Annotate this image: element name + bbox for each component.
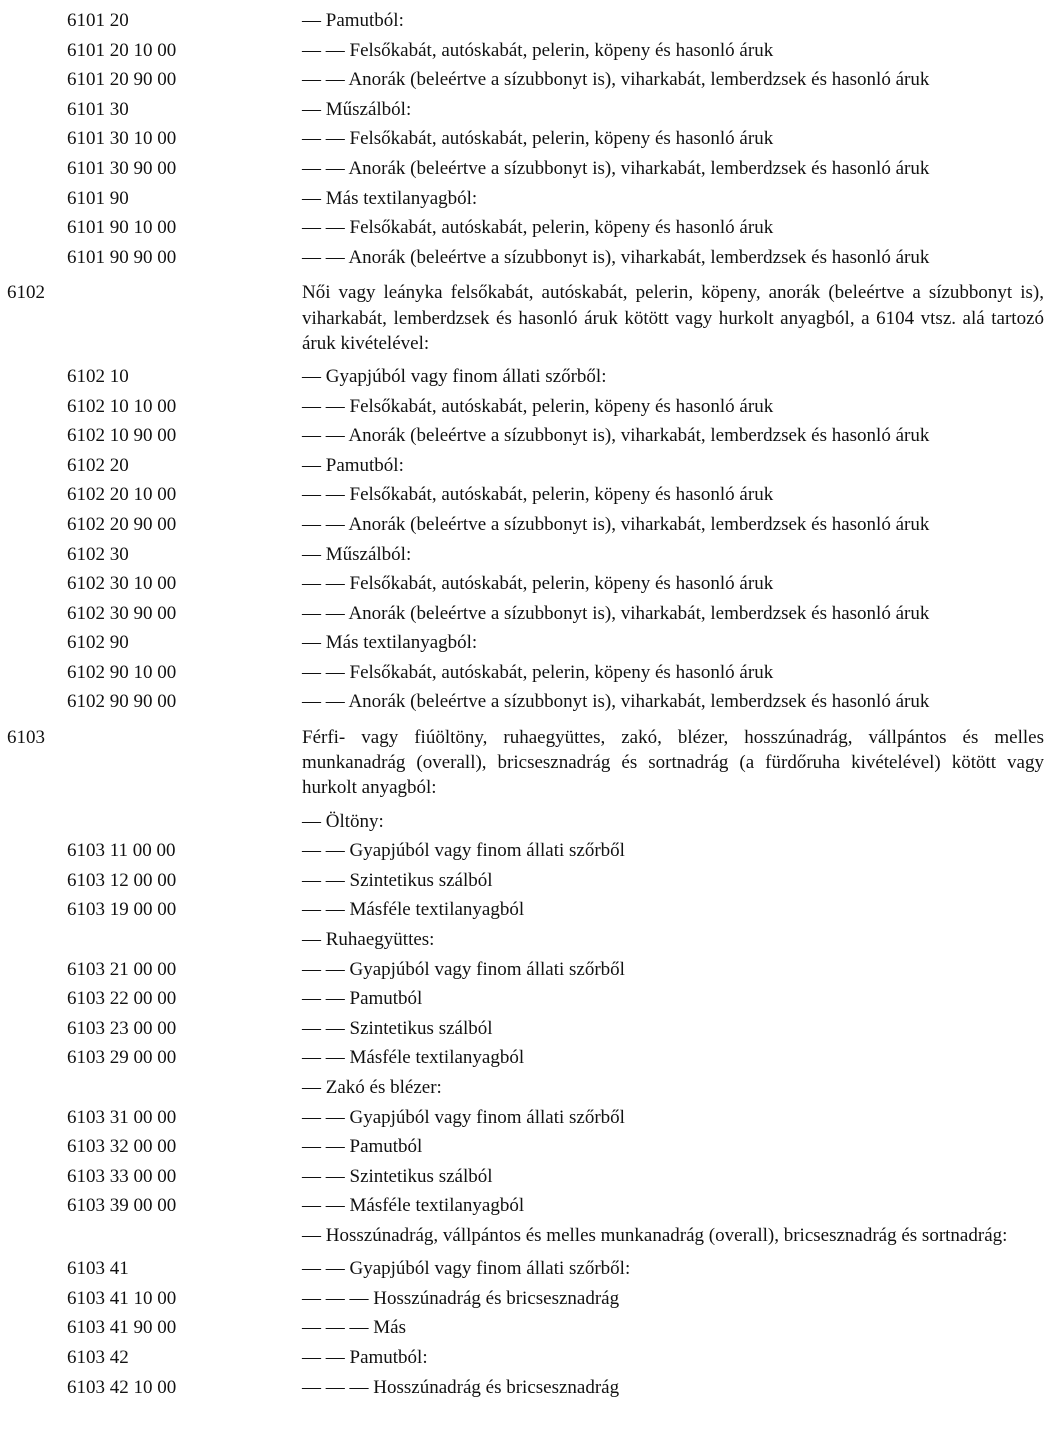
tariff-code: 6103 11 00 00 [67, 840, 176, 862]
table-row [0, 124, 1062, 154]
tariff-code: 6102 20 [67, 454, 129, 476]
tariff-code: 6103 [7, 727, 45, 749]
tariff-code: 6101 90 90 00 [67, 246, 177, 268]
tariff-description: — — Másféle textilanyagból [302, 899, 525, 921]
table-row [0, 6, 1062, 36]
tariff-description: — — — Hosszúnadrág és bricsesznadrág [302, 1287, 620, 1309]
tariff-code: 6102 30 90 00 [67, 602, 177, 624]
tariff-code: 6102 30 [67, 543, 129, 565]
tariff-code: 6102 10 [67, 365, 129, 387]
tariff-code: 6101 20 90 00 [67, 69, 177, 91]
table-row [0, 1191, 1062, 1221]
tariff-description: — — Gyapjúból vagy finom állati szőrből [302, 1106, 625, 1128]
tariff-description: — — Másféle textilanyagból [302, 1195, 525, 1217]
tariff-code: 6102 90 [67, 632, 129, 654]
table-row [0, 184, 1062, 214]
tariff-code: 6101 90 10 00 [67, 217, 177, 239]
tariff-description: — — Szintetikus szálból [302, 1165, 493, 1187]
tariff-description: — — Pamutból [302, 988, 423, 1010]
table-row [0, 1162, 1062, 1192]
tariff-description: — — Anorák (beleértve a sízubbonyt is), viharkabát, lemberdzsek és hasonló áruk [302, 157, 930, 179]
tariff-description: — Más textilanyagból: [302, 632, 478, 654]
tariff-description: — — Anorák (beleértve a sízubbonyt is), viharkabát, lemberdzsek és hasonló áruk [302, 246, 930, 268]
tariff-description: — — Pamutból: [302, 1346, 428, 1368]
table-row [0, 421, 1062, 451]
table-row [0, 540, 1062, 570]
tariff-description: — — Anorák (beleértve a sízubbonyt is), viharkabát, lemberdzsek és hasonló áruk [302, 691, 930, 713]
tariff-code: 6101 30 [67, 98, 129, 120]
tariff-description: — — Másféle textilanyagból [302, 1047, 525, 1069]
tariff-description: — Hosszúnadrág, vállpántos és melles munkanadrág (overall), bricsesznadrág és sortnadrág: [302, 1225, 1008, 1246]
tariff-code: 6101 30 90 00 [67, 157, 177, 179]
tariff-code: 6102 10 10 00 [67, 395, 177, 417]
tariff-description: — Műszálból: [302, 543, 412, 565]
tariff-code: 6102 [7, 282, 45, 304]
tariff-description: — Zakó és blézer: [302, 1077, 442, 1099]
table-row [0, 925, 1062, 955]
table-row [0, 1132, 1062, 1162]
tariff-description: — — Anorák (beleértve a sízubbonyt is), viharkabát, lemberdzsek és hasonló áruk [302, 513, 930, 535]
table-row [0, 599, 1062, 629]
tariff-description: — — Felsőkabát, autóskabát, pelerin, köpeny és hasonló áruk [302, 573, 774, 595]
tariff-code: 6103 41 [67, 1258, 129, 1280]
table-row [0, 1254, 1062, 1284]
table-row [0, 866, 1062, 896]
table-row [0, 1043, 1062, 1073]
table-row [0, 1103, 1062, 1133]
tariff-description: Férfi- vagy fiúöltöny, ruhaegyüttes, zakó, blézer, hosszúnadrág, vállpántos és melles munkanadrág (overall), bricsesznadrág és sortnadrág (a fürdőruha kivételével) kötött vagy hurkolt anyagból: [302, 727, 1044, 799]
table-row [0, 955, 1062, 985]
tariff-code: 6103 22 00 00 [67, 988, 177, 1010]
tariff-code: 6101 30 10 00 [67, 128, 177, 150]
tariff-code: 6102 30 10 00 [67, 573, 177, 595]
heading-row [0, 723, 1062, 807]
tariff-description: — — Felsőkabát, autóskabát, pelerin, köpeny és hasonló áruk [302, 39, 774, 61]
tariff-code-list [0, 6, 1062, 1402]
table-row [0, 807, 1062, 837]
tariff-description: — — Szintetikus szálból [302, 1017, 493, 1039]
tariff-description: — — Gyapjúból vagy finom állati szőrből [302, 840, 625, 862]
tariff-code: 6103 39 00 00 [67, 1195, 177, 1217]
tariff-description: — — Felsőkabát, autóskabát, pelerin, köpeny és hasonló áruk [302, 484, 774, 506]
table-row [0, 658, 1062, 688]
table-row [0, 510, 1062, 540]
tariff-code: 6102 90 10 00 [67, 661, 177, 683]
table-row [0, 1014, 1062, 1044]
table-row [0, 480, 1062, 510]
tariff-description: — — Anorák (beleértve a sízubbonyt is), viharkabát, lemberdzsek és hasonló áruk [302, 602, 930, 624]
tariff-code: 6101 90 [67, 187, 129, 209]
table-row [0, 1343, 1062, 1373]
tariff-description: — — Gyapjúból vagy finom állati szőrből: [302, 1258, 631, 1280]
tariff-code: 6103 42 [67, 1346, 129, 1368]
tariff-description: — Gyapjúból vagy finom állati szőrből: [302, 365, 607, 387]
table-row [0, 1073, 1062, 1103]
table-row [0, 362, 1062, 392]
tariff-code: 6103 29 00 00 [67, 1047, 177, 1069]
tariff-code: 6102 20 90 00 [67, 513, 177, 535]
tariff-description: — — Anorák (beleértve a sízubbonyt is), viharkabát, lemberdzsek és hasonló áruk [302, 425, 930, 447]
tariff-description: Női vagy leányka felsőkabát, autóskabát, pelerin, köpeny, anorák (beleértve a sízubbonyt is), viharkabát, lemberdzsek és hasonló áruk kötött vagy hurkolt anyagból, a 6104 vtsz. alá tartozó áruk kivételével: [302, 282, 1044, 354]
tariff-code: 6103 33 00 00 [67, 1165, 177, 1187]
tariff-code: 6103 23 00 00 [67, 1017, 177, 1039]
tariff-description: — — — Hosszúnadrág és bricsesznadrág [302, 1376, 620, 1398]
table-row [0, 95, 1062, 125]
table-row [0, 984, 1062, 1014]
tariff-code: 6103 31 00 00 [67, 1106, 177, 1128]
table-row [0, 1221, 1062, 1254]
tariff-code: 6103 32 00 00 [67, 1136, 177, 1158]
tariff-code: 6102 90 90 00 [67, 691, 177, 713]
table-row [0, 154, 1062, 184]
table-row [0, 213, 1062, 243]
table-row [0, 836, 1062, 866]
tariff-description: — — Anorák (beleértve a sízubbonyt is), viharkabát, lemberdzsek és hasonló áruk [302, 69, 930, 91]
table-row [0, 1284, 1062, 1314]
tariff-description: — Műszálból: [302, 98, 412, 120]
tariff-code: 6103 41 90 00 [67, 1317, 177, 1339]
tariff-code: 6103 19 00 00 [67, 899, 177, 921]
tariff-description: — — Felsőkabát, autóskabát, pelerin, köpeny és hasonló áruk [302, 395, 774, 417]
table-row [0, 36, 1062, 66]
tariff-code: 6101 20 10 00 [67, 39, 177, 61]
tariff-description: — Öltöny: [302, 810, 384, 832]
table-row [0, 628, 1062, 658]
tariff-description: — — — Más [302, 1317, 406, 1339]
tariff-code: 6103 21 00 00 [67, 958, 177, 980]
tariff-code: 6102 20 10 00 [67, 484, 177, 506]
tariff-description: — — Pamutból [302, 1136, 423, 1158]
table-row [0, 569, 1062, 599]
tariff-description: — — Felsőkabát, autóskabát, pelerin, köpeny és hasonló áruk [302, 128, 774, 150]
table-row [0, 65, 1062, 95]
tariff-description: — — Felsőkabát, autóskabát, pelerin, köpeny és hasonló áruk [302, 217, 774, 239]
table-row [0, 392, 1062, 422]
tariff-description: — Más textilanyagból: [302, 187, 478, 209]
table-row [0, 243, 1062, 273]
tariff-description: — — Gyapjúból vagy finom állati szőrből [302, 958, 625, 980]
tariff-code: 6103 41 10 00 [67, 1287, 177, 1309]
tariff-description: — Ruhaegyüttes: [302, 929, 435, 951]
tariff-code: 6102 10 90 00 [67, 425, 177, 447]
heading-row [0, 278, 1062, 362]
tariff-code: 6103 12 00 00 [67, 869, 177, 891]
tariff-description: — Pamutból: [302, 454, 404, 476]
tariff-description: — — Szintetikus szálból [302, 869, 493, 891]
tariff-code: 6103 42 10 00 [67, 1376, 177, 1398]
table-row [0, 1313, 1062, 1343]
table-row [0, 451, 1062, 481]
tariff-code: 6101 20 [67, 10, 129, 31]
table-row [0, 687, 1062, 717]
tariff-description: — — Felsőkabát, autóskabát, pelerin, köpeny és hasonló áruk [302, 661, 774, 683]
table-row [0, 895, 1062, 925]
table-row [0, 1373, 1062, 1403]
tariff-description: — Pamutból: [302, 10, 404, 31]
